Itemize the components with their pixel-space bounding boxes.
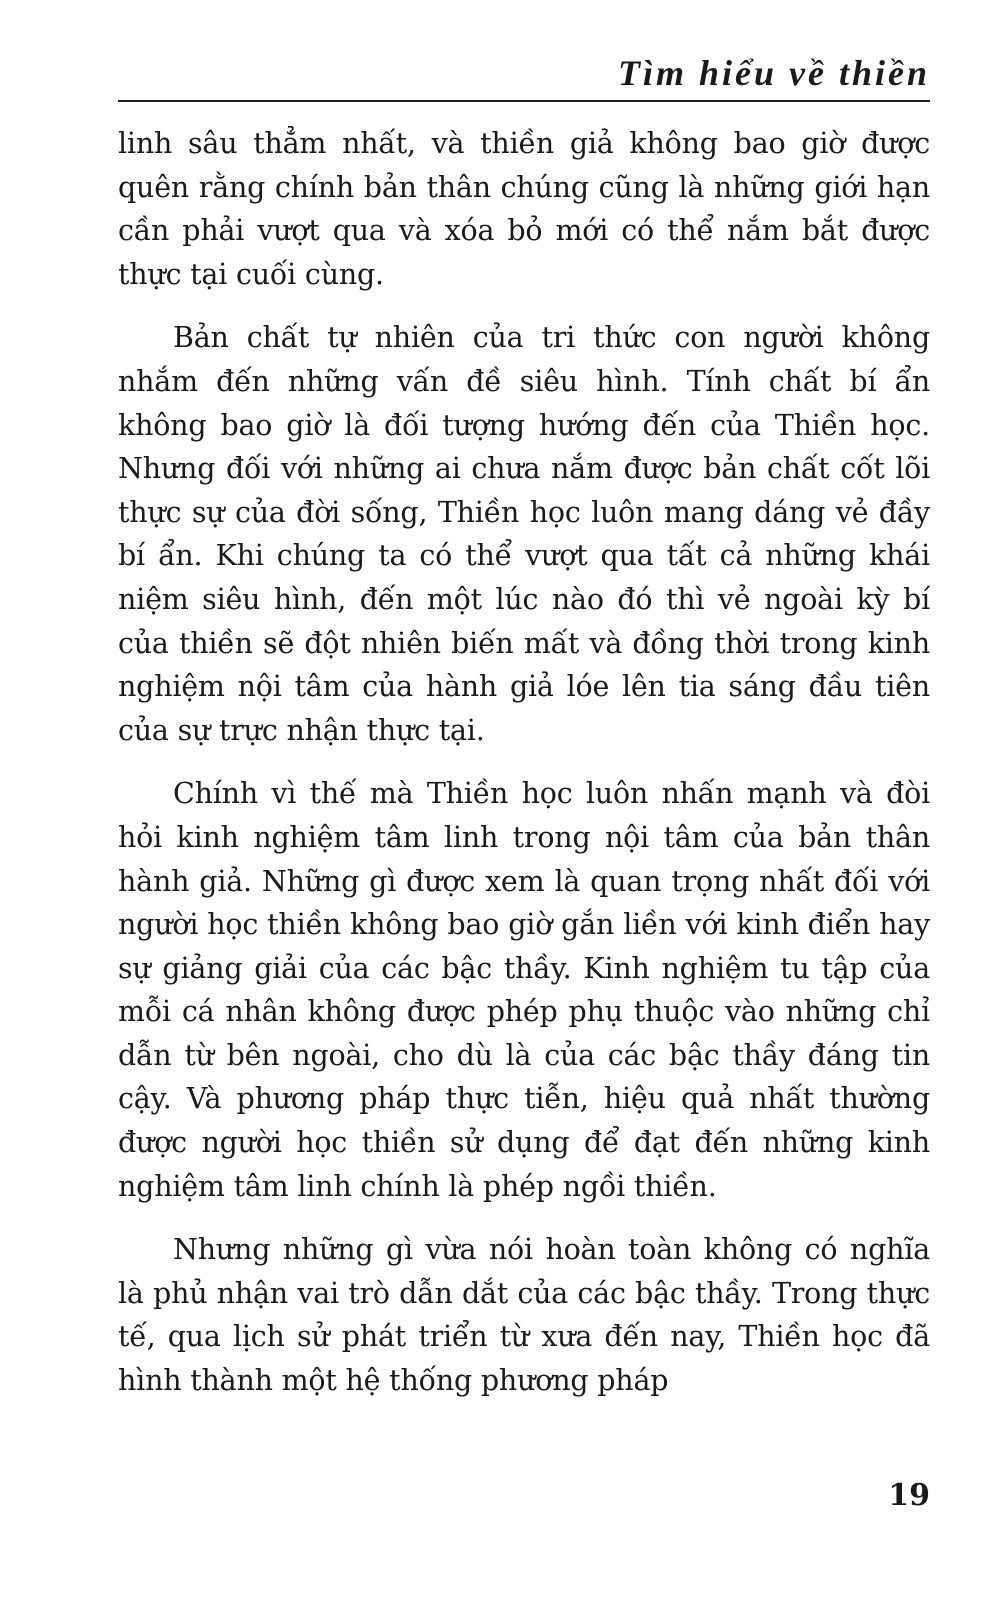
paragraph: Chính vì thế mà Thiền học luôn nhấn mạnh và đòi hỏi kinh nghiệm tâm linh trong nội tâm của bản thân hành giả. Những gì được xem là quan trọng nhất đối với người học thiền không bao giờ gắn liền với kinh điển hay sự giảng giải của các bậc thầy. Kinh nghiệm tu tập của mỗi cá nhân không được phép phụ thuộc vào những chỉ dẫn từ bên ngoài, cho dù là của các bậc thầy đáng tin cậy. Và phương pháp thực tiễn, hiệu quả nhất thường được người học thiền sử dụng để đạt đến những kinh nghiệm tâm linh chính là phép ngồi thiền.	[118, 777, 930, 1203]
paragraph-continued: linh sâu thẳm nhất, và thiền giả không bao giờ được quên rằng chính bản thân chúng cũng là những giới hạn cần phải vượt qua và xóa bỏ mới có thể nắm bắt được thực tại cuối cùng.	[118, 127, 930, 291]
paragraph: Nhưng những gì vừa nói hoàn toàn không có nghĩa là phủ nhận vai trò dẫn dắt của các bậc thầy. Trong thực tế, qua lịch sử phát triển từ xưa đến nay, Thiền học đã hình thành một hệ thống phương pháp	[118, 1233, 930, 1398]
running-title: Tìm hiểu về thiền	[618, 53, 930, 93]
running-header	[118, 50, 930, 102]
page-number: 19	[888, 1478, 930, 1513]
body-text	[118, 122, 930, 1423]
paragraph: Bản chất tự nhiên của tri thức con người không nhắm đến những vấn đề siêu hình. Tính chất bí ẩn không bao giờ là đối tượng hướng đến của Thiền học. Nhưng đối với những ai chưa nắm được bản chất cốt lõi thực sự của đời sống, Thiền học luôn mang dáng vẻ đầy bí ẩn. Khi chúng ta có thể vượt qua tất cả những khái niệm siêu hình, đến một lúc nào đó thì vẻ ngoài kỳ bí của thiền sẽ đột nhiên biến mất và đồng thời trong kinh nghiệm nội tâm của hành giả lóe lên tia sáng đầu tiên của sự trực nhận thực tại.	[118, 321, 930, 747]
